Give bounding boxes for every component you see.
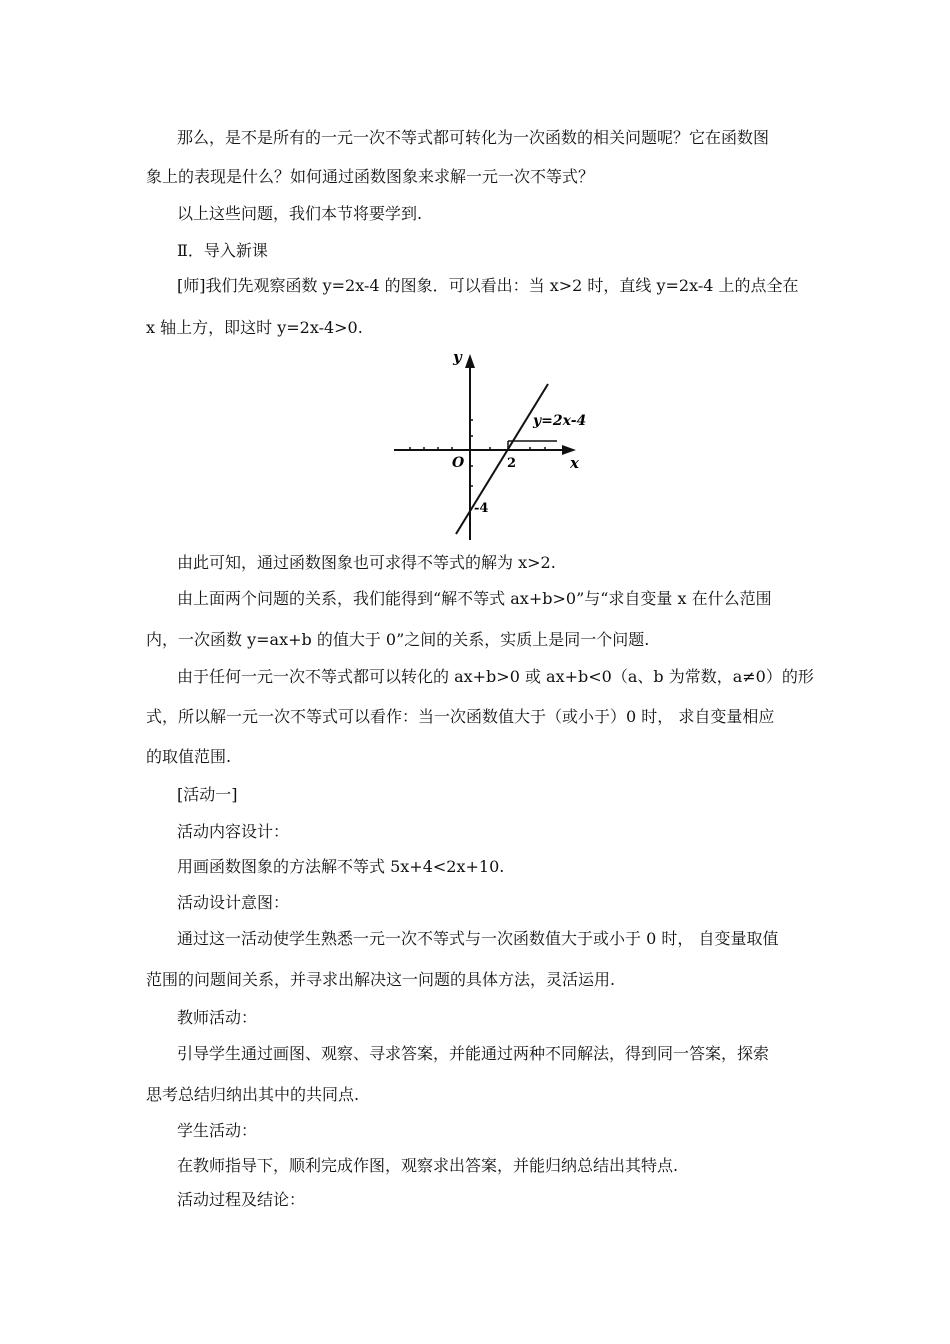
x-axis-label: x [570,454,579,472]
y-intercept-label: -4 [474,501,489,516]
paragraph: 以上这些问题，我们本节将要学到. [177,204,423,223]
paragraph: 由此可知，通过函数图象也可求得不等式的解为 x>2. [177,553,556,572]
paragraph: x 轴上方，即这时 y=2x-4>0. [146,318,363,337]
origin-label: O [452,455,465,471]
paragraph: 通过这一活动使学生熟悉一元一次不等式与一次函数值大于或小于 0 时， 自变量取值 [177,929,779,948]
subheading: 教师活动： [177,1008,258,1027]
subheading: 学生活动： [177,1121,258,1140]
activity-heading: [活动一] [177,785,238,804]
paragraph: 那么，是不是所有的一元一次不等式都可转化为一次函数的相关问题呢？它在函数图 [177,128,770,147]
line-label: y=2x-4 [533,413,587,429]
paragraph: 在教师指导下，顺利完成作图，观察求出答案，并能归纳总结出其特点. [177,1156,679,1175]
paragraph: [师]我们先观察函数 y=2x-4 的图象．可以看出：当 x>2 时，直线 y=2x-4 上的点全在 [177,276,799,295]
paragraph: 式，所以解一元一次不等式可以看作：当一次函数值大于（或小于）0 时， 求自变量相应 [146,707,775,726]
paragraph: 的取值范围. [146,747,232,766]
paragraph: 思考总结归纳出其中的共同点. [146,1085,360,1104]
paragraph: 由上面两个问题的关系，我们能得到“解不等式 ax+b>0”与“求自变量 x 在什么范围 [177,589,772,608]
paragraph: 象上的表现是什么？如何通过函数图象来求解一元一次不等式？ [146,167,595,186]
section-heading: Ⅱ．导入新课 [177,241,268,260]
x-intercept-label: 2 [507,456,517,471]
paragraph: 用画函数图象的方法解不等式 5x+4<2x+10. [177,857,505,876]
paragraph: 由于任何一元一次不等式都可以转化的 ax+b>0 或 ax+b<0（a、b 为常数，a≠0）的形 [177,667,814,686]
paragraph: 引导学生通过画图、观察、寻求答案，并能通过两种不同解法，得到同一答案，探索 [177,1044,770,1063]
subheading: 活动设计意图： [177,893,290,912]
function-graph [390,346,605,542]
subheading: 活动过程及结论： [177,1190,306,1209]
paragraph: 范围的问题间关系，并寻求出解决这一问题的具体方法，灵活运用. [146,970,616,989]
y-axis-label: y [453,348,462,366]
subheading: 活动内容设计： [177,822,290,841]
paragraph: 内，一次函数 y=ax+b 的值大于 0”之间的关系，实质上是同一个问题. [146,630,650,649]
y-axis-arrow [465,354,475,368]
